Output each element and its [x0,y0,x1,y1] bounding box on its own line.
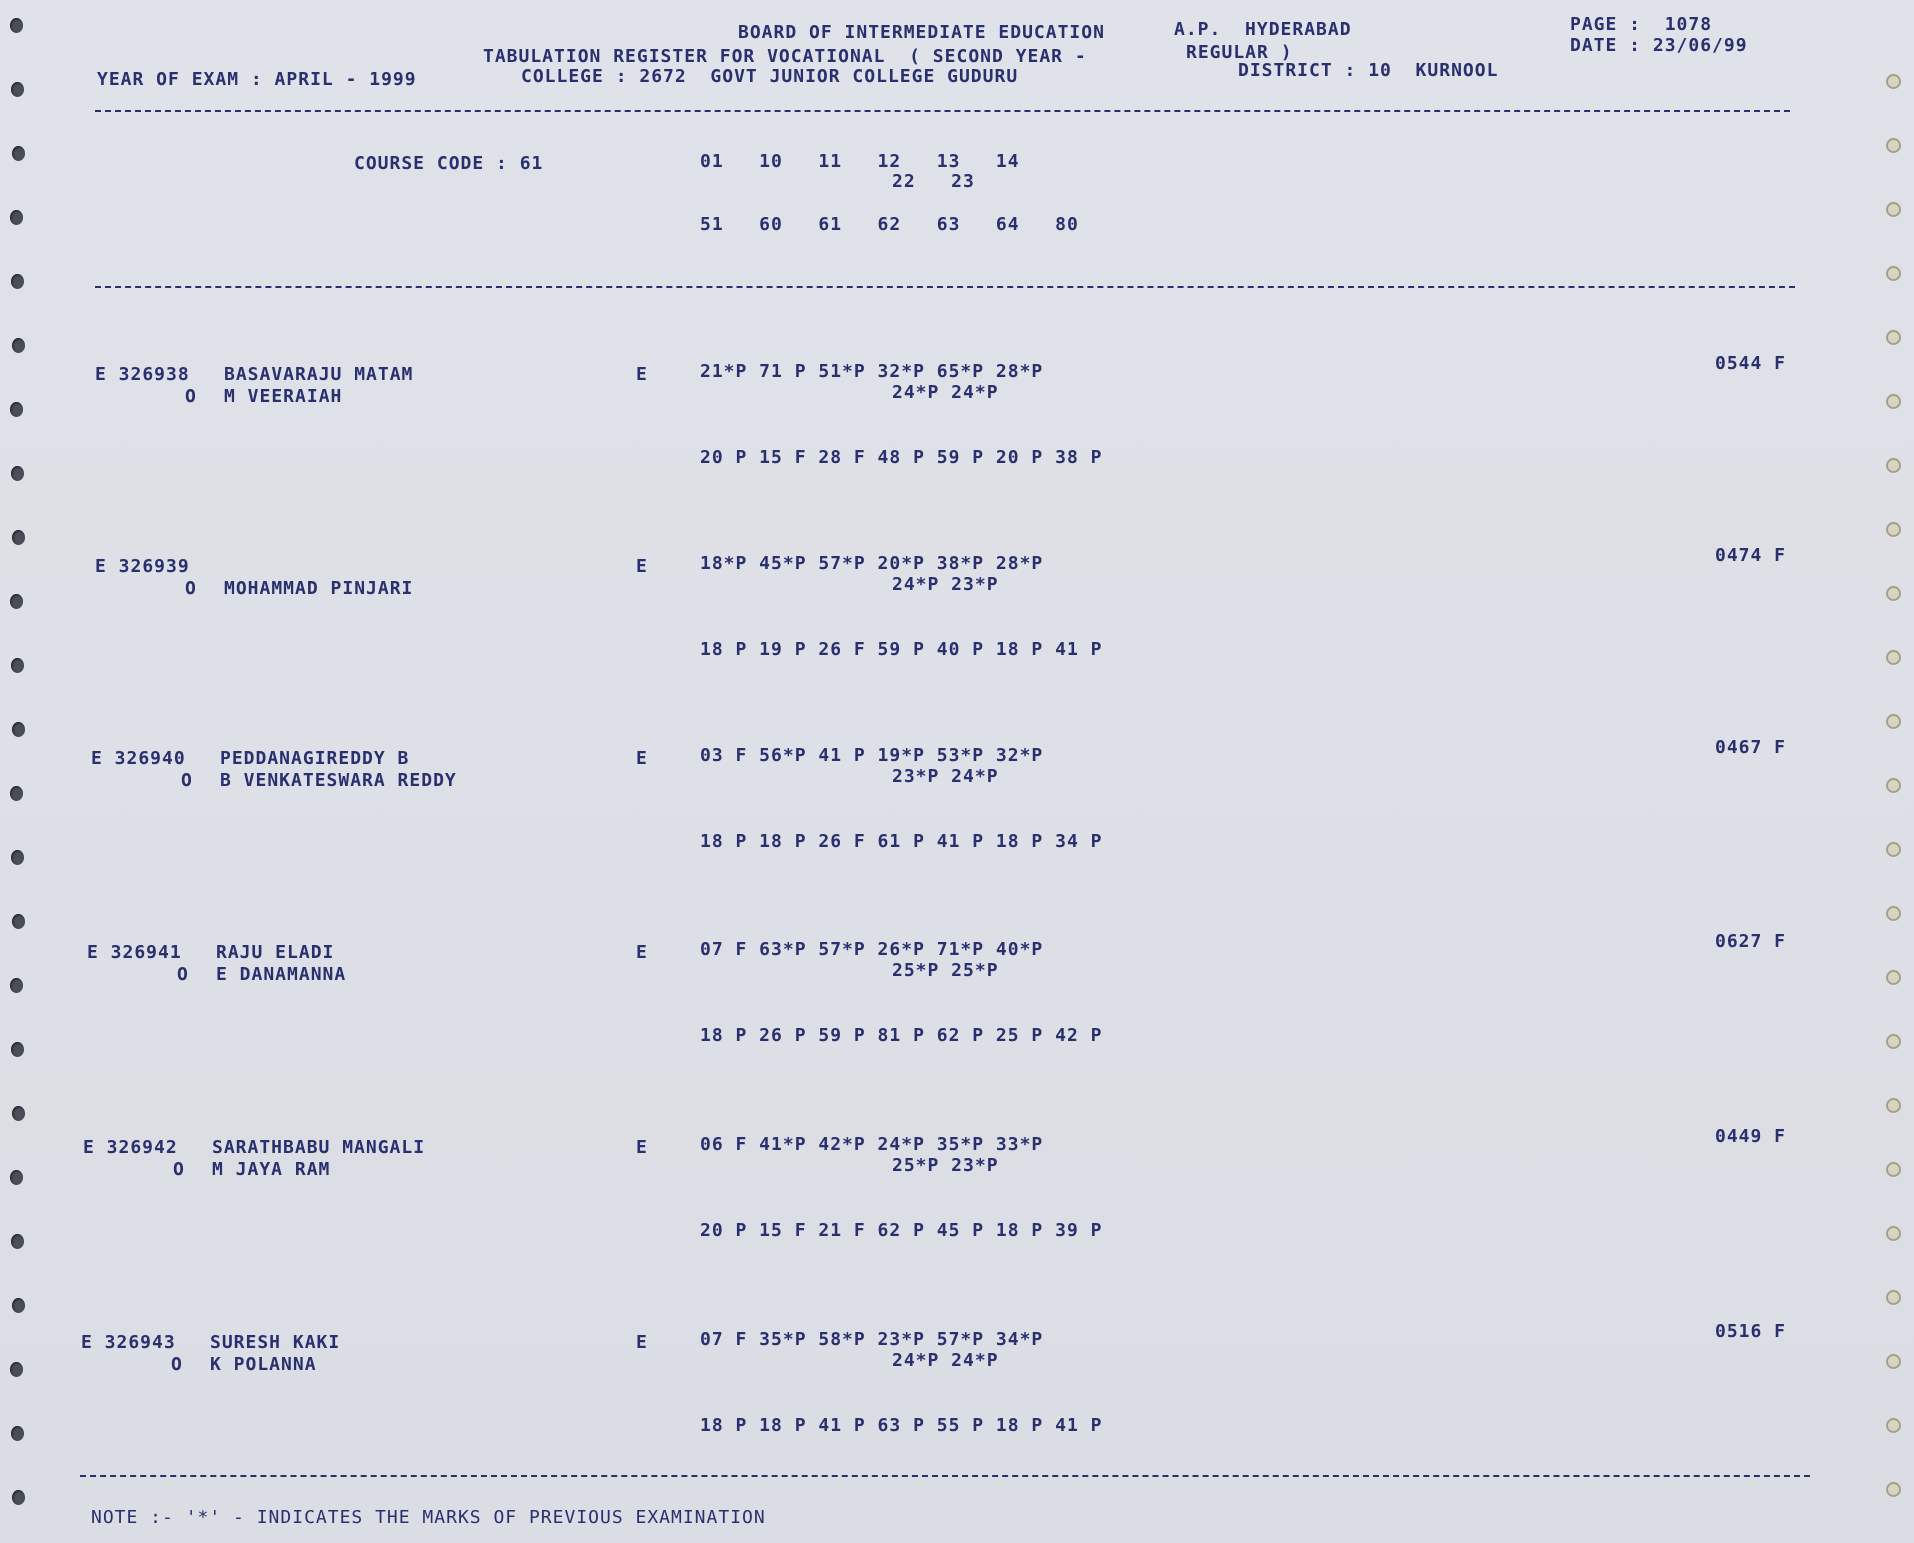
district-info: DISTRICT : 10 KURNOOL [1238,60,1499,81]
marks-row2: 18 P 18 P 41 P 63 P 55 P 18 P 41 P [700,1415,1103,1436]
feed-hole [11,658,24,673]
medium-code: E [636,1332,648,1353]
total-and-result: 0627 F [1715,931,1787,952]
student-reg-no: E 326940 [91,748,186,769]
feed-hole [10,786,23,801]
footnote: NOTE :- '*' - INDICATES THE MARKS OF PREVIOUS EXAMINATION [91,1507,766,1528]
feed-hole [1886,906,1901,921]
feed-hole [10,978,23,993]
feed-hole [10,594,23,609]
medium-code: E [636,942,648,963]
marks-row2: 18 P 18 P 26 F 61 P 41 P 18 P 34 P [700,831,1103,852]
marks-row1b: 25*P 25*P [892,960,999,981]
parent-prefix: O [185,386,197,407]
feed-hole [10,18,23,33]
feed-hole [12,1106,25,1121]
marks-row2: 20 P 15 F 21 F 62 P 45 P 18 P 39 P [700,1220,1103,1241]
marks-row1b: 24*P 23*P [892,574,999,595]
medium-code: E [636,1137,648,1158]
board-location: A.P. HYDERABAD [1174,19,1352,40]
feed-hole [1886,74,1901,89]
medium-code: E [636,556,648,577]
feed-hole [1886,330,1901,345]
parent-prefix: O [173,1159,185,1180]
feed-hole [12,1490,25,1505]
feed-hole [10,1362,23,1377]
footer-divider [80,1475,1810,1477]
marks-row1b: 23*P 24*P [892,766,999,787]
print-date: DATE : 23/06/99 [1570,35,1748,56]
subject-codes-row1: 01 10 11 12 13 14 [700,151,1020,172]
feed-hole [12,338,25,353]
total-and-result: 0449 F [1715,1126,1787,1147]
feed-hole [1886,1098,1901,1113]
parent-name: E DANAMANNA [216,964,347,985]
feed-hole [1886,970,1901,985]
feed-hole [11,274,24,289]
feed-hole [1886,586,1901,601]
feed-hole [1886,778,1901,793]
student-reg-no: E 326939 [95,556,190,577]
college-info: COLLEGE : 2672 GOVT JUNIOR COLLEGE GUDURU [521,66,1019,87]
total-and-result: 0474 F [1715,545,1787,566]
parent-name: M JAYA RAM [212,1159,331,1180]
feed-hole [11,82,24,97]
course-code: COURSE CODE : 61 [354,153,544,174]
feed-hole [1886,714,1901,729]
parent-prefix: O [171,1354,183,1375]
regular-label: REGULAR ) [1186,42,1293,63]
parent-prefix: O [185,578,197,599]
student-reg-no: E 326942 [83,1137,178,1158]
feed-hole [10,1170,23,1185]
total-and-result: 0544 F [1715,353,1787,374]
marks-row2: 18 P 19 P 26 F 59 P 40 P 18 P 41 P [700,639,1103,660]
feed-hole [11,1234,24,1249]
header-divider [95,110,1790,112]
feed-hole [12,722,25,737]
marks-row2: 18 P 26 P 59 P 81 P 62 P 25 P 42 P [700,1025,1103,1046]
parent-name: B VENKATESWARA REDDY [220,770,457,791]
student-reg-no: E 326941 [87,942,182,963]
student-reg-no: E 326943 [81,1332,176,1353]
feed-hole [1886,1162,1901,1177]
year-of-exam: YEAR OF EXAM : APRIL - 1999 [97,69,417,90]
marks-row1: 07 F 63*P 57*P 26*P 71*P 40*P [700,939,1044,960]
feed-hole [11,1426,24,1441]
feed-hole [1886,1034,1901,1049]
page-number: PAGE : 1078 [1570,14,1713,35]
course-divider [95,286,1795,288]
feed-hole [11,466,24,481]
feed-hole [1886,1482,1901,1497]
parent-name: K POLANNA [210,1354,317,1375]
feed-hole [1886,1226,1901,1241]
student-reg-no: E 326938 [95,364,190,385]
subject-codes-row1b: 22 23 [892,171,975,192]
feed-hole [10,210,23,225]
medium-code: E [636,748,648,769]
subject-codes-row2: 51 60 61 62 63 64 80 [700,214,1079,235]
feed-hole [12,1298,25,1313]
marks-row1: 06 F 41*P 42*P 24*P 35*P 33*P [700,1134,1044,1155]
total-and-result: 0516 F [1715,1321,1787,1342]
student-name: SURESH KAKI [210,1332,341,1353]
feed-hole [1886,458,1901,473]
total-and-result: 0467 F [1715,737,1787,758]
feed-hole [11,1042,24,1057]
feed-hole [1886,266,1901,281]
student-name: BASAVARAJU MATAM [224,364,414,385]
feed-hole [12,530,25,545]
feed-hole [1886,522,1901,537]
marks-row1b: 24*P 24*P [892,382,999,403]
parent-prefix: O [177,964,189,985]
student-name: PEDDANAGIREDDY B [220,748,410,769]
board-title: BOARD OF INTERMEDIATE EDUCATION [738,22,1105,43]
register-title: TABULATION REGISTER FOR VOCATIONAL ( SECOND YEAR - [483,46,1087,67]
left-tractor-feed-holes [0,0,40,1543]
feed-hole [12,146,25,161]
parent-name: MOHAMMAD PINJARI [224,578,414,599]
marks-row1: 07 F 35*P 58*P 23*P 57*P 34*P [700,1329,1044,1350]
feed-hole [12,914,25,929]
student-name: SARATHBABU MANGALI [212,1137,426,1158]
parent-prefix: O [181,770,193,791]
right-tractor-feed-holes [1874,0,1914,1543]
feed-hole [1886,138,1901,153]
feed-hole [1886,1290,1901,1305]
marks-row1: 21*P 71 P 51*P 32*P 65*P 28*P [700,361,1044,382]
feed-hole [10,402,23,417]
feed-hole [1886,1418,1901,1433]
marks-row1: 18*P 45*P 57*P 20*P 38*P 28*P [700,553,1044,574]
marks-row1b: 25*P 23*P [892,1155,999,1176]
feed-hole [1886,842,1901,857]
medium-code: E [636,364,648,385]
feed-hole [1886,202,1901,217]
feed-hole [11,850,24,865]
marks-row1: 03 F 56*P 41 P 19*P 53*P 32*P [700,745,1044,766]
marks-row2: 20 P 15 F 28 F 48 P 59 P 20 P 38 P [700,447,1103,468]
marks-row1b: 24*P 24*P [892,1350,999,1371]
feed-hole [1886,394,1901,409]
parent-name: M VEERAIAH [224,386,343,407]
feed-hole [1886,650,1901,665]
feed-hole [1886,1354,1901,1369]
student-name: RAJU ELADI [216,942,335,963]
